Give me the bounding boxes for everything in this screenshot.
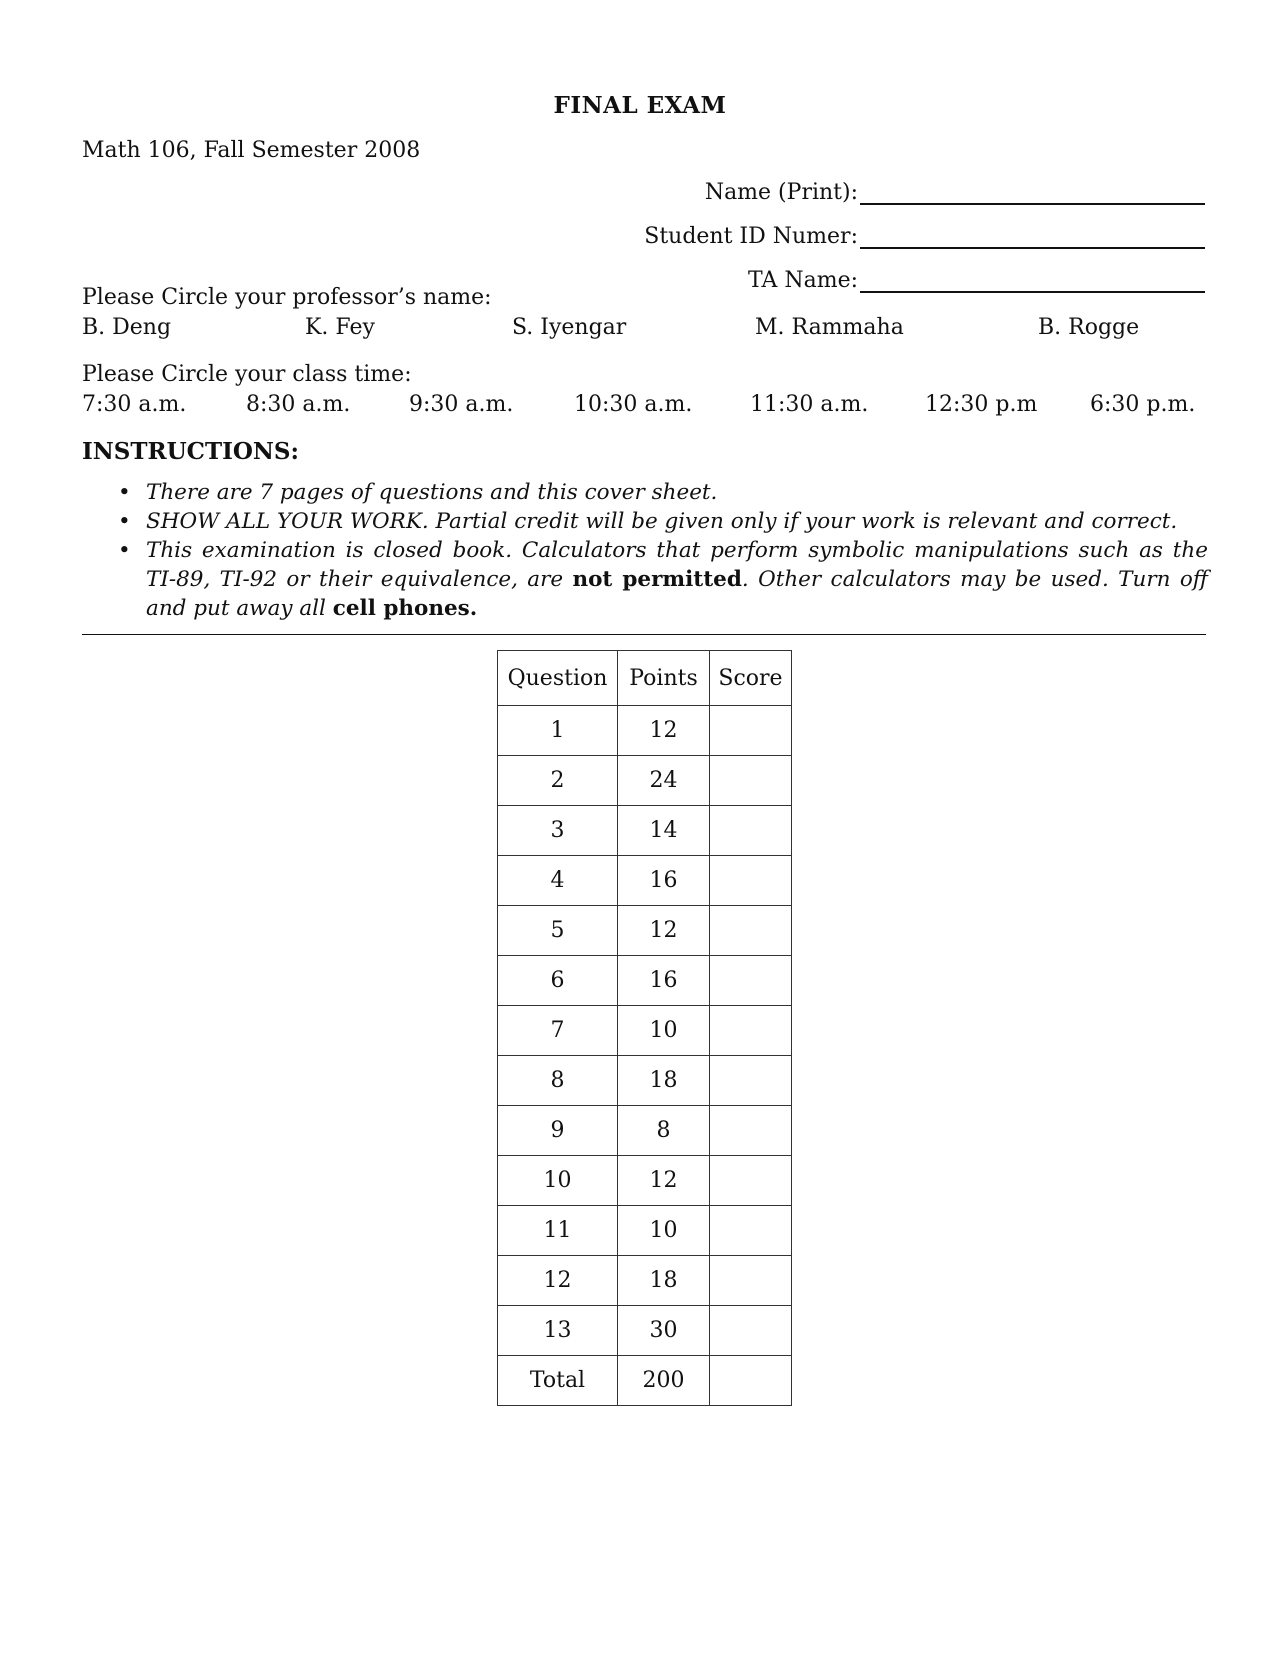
points-cell: 10 [618,1006,710,1056]
points-cell: 30 [618,1306,710,1356]
professor-option-rammaha[interactable]: M. Rammaha [755,315,904,340]
instruction-emphasis: cell phones. [332,596,478,621]
professor-option-deng[interactable]: B. Deng [82,315,172,340]
score-table-header-row [498,651,792,706]
question-cell: 12 [498,1256,618,1306]
question-cell: 9 [498,1106,618,1156]
score-cell[interactable] [710,956,792,1006]
class-time-option-930[interactable]: 9:30 a.m. [409,392,514,417]
header-score: Score [710,651,792,706]
score-cell[interactable] [710,1306,792,1356]
score-cell[interactable] [710,906,792,956]
points-cell: 12 [618,906,710,956]
instruction-item [118,507,1208,536]
student-id-field-label: Student ID Numer: [644,224,858,249]
points-cell: 24 [618,756,710,806]
total-row [498,1356,792,1406]
table-row [498,906,792,956]
class-time-option-630[interactable]: 6:30 p.m. [1090,392,1196,417]
score-cell[interactable] [710,1206,792,1256]
student-id-field-row [644,219,1205,249]
question-cell: 4 [498,856,618,906]
question-cell: 3 [498,806,618,856]
question-cell: 5 [498,906,618,956]
question-cell: 2 [498,756,618,806]
professor-prompt: Please Circle your professor’s name: [82,285,492,310]
points-cell: 10 [618,1206,710,1256]
score-cell[interactable] [710,756,792,806]
bullet-icon: • [118,538,131,563]
table-row [498,1306,792,1356]
points-cell: 16 [618,856,710,906]
table-row [498,1156,792,1206]
instruction-text: SHOW ALL YOUR WORK. Partial credit will be given only if your work is relevant and correct. [146,509,1178,534]
course-info: Math 106, Fall Semester 2008 [82,138,421,163]
points-cell: 14 [618,806,710,856]
score-cell[interactable] [710,706,792,756]
question-cell: 7 [498,1006,618,1056]
question-cell: 8 [498,1056,618,1106]
score-table [497,650,792,1406]
points-cell: 8 [618,1106,710,1156]
class-time-option-830[interactable]: 8:30 a.m. [246,392,351,417]
section-divider [82,634,1206,635]
professor-option-fey[interactable]: K. Fey [305,315,375,340]
score-cell[interactable] [710,1256,792,1306]
total-points-cell: 200 [618,1356,710,1406]
score-cell[interactable] [710,1156,792,1206]
score-cell[interactable] [710,1056,792,1106]
question-cell: 13 [498,1306,618,1356]
student-id-input-line[interactable] [860,223,1205,249]
points-cell: 12 [618,1156,710,1206]
class-time-option-1230[interactable]: 12:30 p.m [925,392,1038,417]
name-field-row [705,175,1205,205]
table-row [498,856,792,906]
ta-name-field-label: TA Name: [747,268,858,293]
table-row [498,1056,792,1106]
question-cell: 10 [498,1156,618,1206]
instructions-list [118,478,1208,623]
class-time-option-1030[interactable]: 10:30 a.m. [574,392,693,417]
name-input-line[interactable] [860,179,1205,205]
points-cell: 18 [618,1256,710,1306]
class-time-option-730[interactable]: 7:30 a.m. [82,392,187,417]
header-points: Points [618,651,710,706]
table-row [498,806,792,856]
table-row [498,956,792,1006]
points-cell: 16 [618,956,710,1006]
table-row [498,1106,792,1156]
class-time-prompt: Please Circle your class time: [82,362,412,387]
instruction-text: This examination is closed book. Calculators that perform symbolic manipulations such as the TI-89, TI-92 or their equivalence, are [146,538,1208,592]
table-row [498,1206,792,1256]
table-row [498,1256,792,1306]
bullet-icon: • [118,509,131,534]
name-field-label: Name (Print): [704,180,858,205]
total-score-cell[interactable] [710,1356,792,1406]
score-cell[interactable] [710,1106,792,1156]
table-row [498,706,792,756]
exam-title: FINAL EXAM [553,92,727,119]
score-cell[interactable] [710,1006,792,1056]
points-cell: 18 [618,1056,710,1106]
professor-option-rogge[interactable]: B. Rogge [1038,315,1140,340]
ta-name-field-row [748,263,1205,293]
bullet-icon: • [118,480,131,505]
instruction-text: There are 7 pages of questions and this cover sheet. [146,480,718,505]
instruction-emphasis: not permitted [572,567,742,592]
instruction-text: . Other calculators may be used. Turn off and put away all [146,567,1208,621]
question-cell: 11 [498,1206,618,1256]
total-label-cell: Total [498,1356,618,1406]
ta-name-input-line[interactable] [860,267,1205,293]
question-cell: 1 [498,706,618,756]
score-cell[interactable] [710,806,792,856]
header-question: Question [498,651,618,706]
instructions-heading: INSTRUCTIONS: [82,438,300,465]
table-row [498,756,792,806]
instruction-item [118,478,1208,507]
class-time-option-1130[interactable]: 11:30 a.m. [750,392,869,417]
points-cell: 12 [618,706,710,756]
question-cell: 6 [498,956,618,1006]
table-row [498,1006,792,1056]
instruction-item [118,536,1208,623]
score-cell[interactable] [710,856,792,906]
professor-option-iyengar[interactable]: S. Iyengar [512,315,627,340]
